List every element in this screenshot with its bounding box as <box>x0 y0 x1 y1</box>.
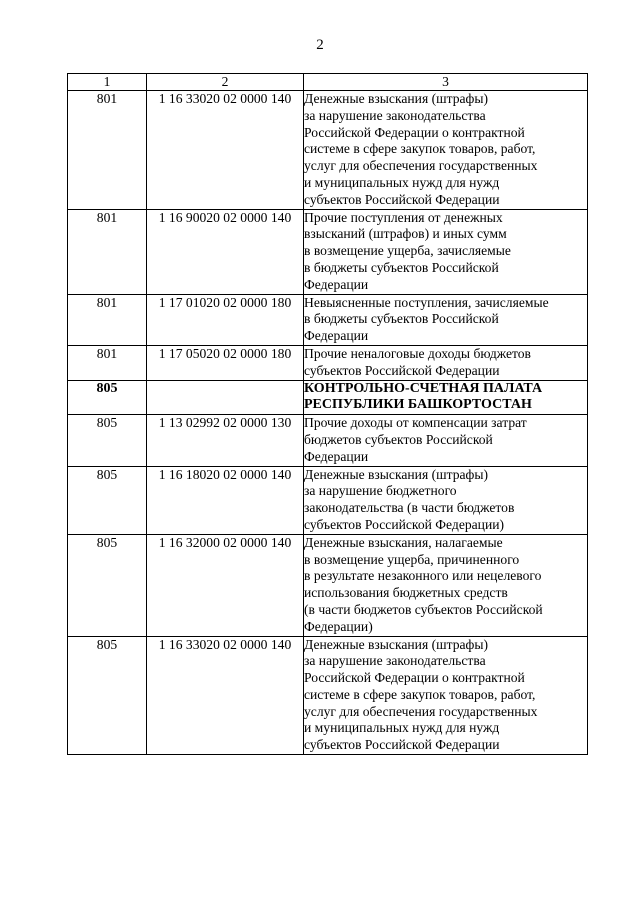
kbk-code-cell: 1 16 18020 02 0000 140 <box>147 466 304 534</box>
table-body <box>68 91 588 755</box>
admin-code-cell: 801 <box>68 294 147 345</box>
admin-code-cell: 801 <box>68 345 147 380</box>
admin-code-cell: 805 <box>68 466 147 534</box>
table-row <box>68 209 588 294</box>
revenue-name-cell: Прочие неналоговые доходы бюджетов субъектов Российской Федерации <box>304 345 588 380</box>
revenue-name-cell: Денежные взыскания (штрафы) за нарушение бюджетного законодательства (в части бюджетов субъектов Российской Федерации) <box>304 466 588 534</box>
admin-code-cell: 801 <box>68 91 147 210</box>
table-row <box>68 91 588 210</box>
revenue-name-cell: Прочие поступления от денежных взысканий (штрафов) и иных сумм в возмещение ущерба, зачисляемые в бюджеты субъектов Российской Федерации <box>304 209 588 294</box>
table-row <box>68 636 588 755</box>
admin-code-cell: 801 <box>68 209 147 294</box>
table-row-section-header <box>68 380 588 415</box>
kbk-code-cell: 1 17 05020 02 0000 180 <box>147 345 304 380</box>
column-header-1: 1 <box>68 74 147 91</box>
kbk-code-cell: 1 16 90020 02 0000 140 <box>147 209 304 294</box>
revenue-name-cell: Невыясненные поступления, зачисляемые в бюджеты субъектов Российской Федерации <box>304 294 588 345</box>
revenue-name-cell: Денежные взыскания (штрафы) за нарушение законодательства Российской Федерации о контрактной системе в сфере закупок товаров, работ, услуг для обеспечения государственных и муниципальных нужд для нужд субъектов Российской Федерации <box>304 636 588 755</box>
table-row <box>68 534 588 636</box>
kbk-code-cell: 1 16 32000 02 0000 140 <box>147 534 304 636</box>
revenue-codes-table <box>67 73 588 755</box>
column-header-3: 3 <box>304 74 588 91</box>
table-row <box>68 466 588 534</box>
admin-code-cell: 805 <box>68 415 147 466</box>
kbk-code-cell: 1 17 01020 02 0000 180 <box>147 294 304 345</box>
page-number: 2 <box>316 37 324 53</box>
admin-code-cell: 805 <box>68 380 147 415</box>
table-row <box>68 345 588 380</box>
revenue-name-cell: Денежные взыскания, налагаемые в возмещение ущерба, причиненного в результате незаконного или нецелевого использования бюджетных средств (в части бюджетов субъектов Российской Федерации) <box>304 534 588 636</box>
admin-code-cell: 805 <box>68 534 147 636</box>
kbk-code-cell: 1 16 33020 02 0000 140 <box>147 91 304 210</box>
table-row <box>68 415 588 466</box>
revenue-name-cell: Прочие доходы от компенсации затрат бюджетов субъектов Российской Федерации <box>304 415 588 466</box>
kbk-code-cell: 1 16 33020 02 0000 140 <box>147 636 304 755</box>
kbk-code-cell: 1 13 02992 02 0000 130 <box>147 415 304 466</box>
kbk-code-cell <box>147 380 304 415</box>
admin-code-cell: 805 <box>68 636 147 755</box>
column-header-2: 2 <box>147 74 304 91</box>
revenue-name-cell: Денежные взыскания (штрафы) за нарушение законодательства Российской Федерации о контрактной системе в сфере закупок товаров, работ, услуг для обеспечения государственных и муниципальных нужд для нужд субъектов Российской Федерации <box>304 91 588 210</box>
administrator-name-cell: КОНТРОЛЬНО-СЧЕТНАЯ ПАЛАТА РЕСПУБЛИКИ БАШКОРТОСТАН <box>304 380 588 415</box>
table-header-row <box>68 74 588 91</box>
table-row <box>68 294 588 345</box>
